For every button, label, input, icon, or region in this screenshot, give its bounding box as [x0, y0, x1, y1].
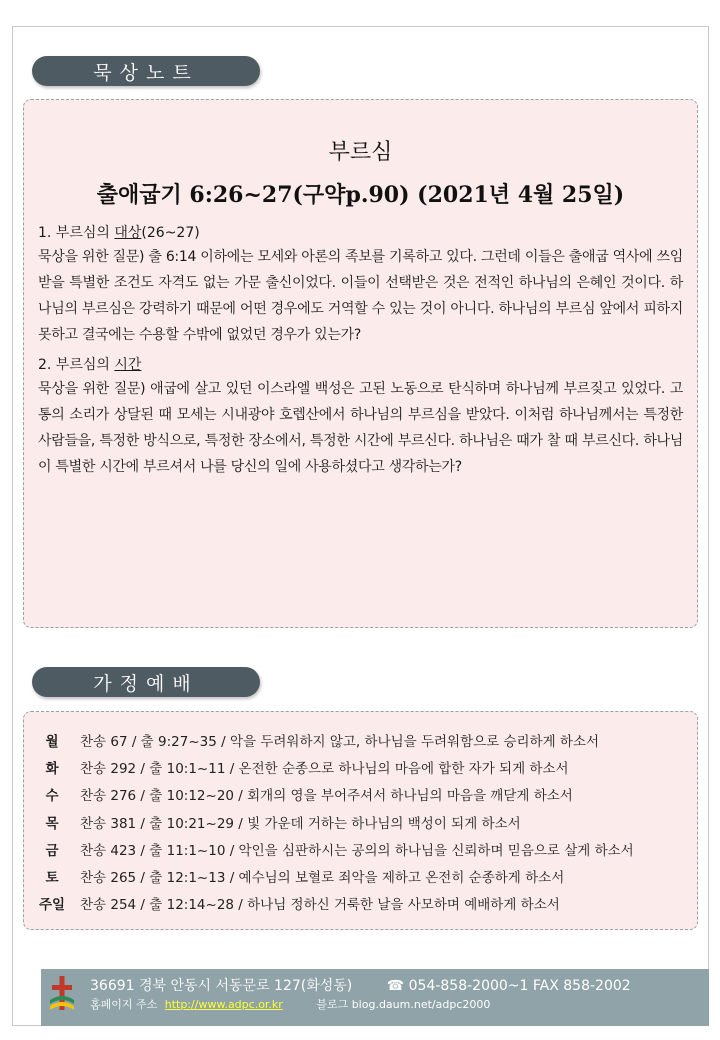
point-heading-keyword: 대상 — [114, 225, 142, 241]
worship-day: 월 — [45, 733, 59, 750]
point-body: 묵상을 위한 질문) 출 6:14 이하에는 모세와 아론의 족보를 기록하고 있다. 그런데 이들은 출애굽 역사에 쓰임 받을 특별한 조건도 자격도 없는 가문 출신이었다. 이들이 선택받은 것은 전적인 하나님의 은혜인 것이다. 하나님의 부르심은 강력하기 때문에 어떤 경우에도 거역할 수 있는 것이 아니다. 하나님의 부르심 앞에서 피하지 못하고 결국에는 수용할 수밖에 없었던 경우가 있는가? — [38, 249, 683, 343]
worship-text: 찬송 67 / 출 9:27~35 / 악을 두려워하지 않고, 하나님을 두려워함으로 승리하게 하소서 — [80, 733, 600, 750]
worship-day: 화 — [45, 760, 59, 777]
meditation-section-label: 묵상노트 — [32, 56, 260, 86]
worship-text: 찬송 292 / 출 10:1~11 / 온전한 순종으로 하나님의 마음에 합한 자가 되게 하소서 — [80, 760, 569, 777]
worship-day: 목 — [45, 815, 59, 832]
point-heading-prefix: 2. 부르심의 — [38, 357, 115, 373]
meditation-point-1 — [38, 222, 683, 348]
worship-day: 토 — [45, 870, 59, 887]
church-logo-icon — [46, 974, 78, 1014]
point-heading-keyword: 시간 — [114, 357, 142, 373]
footer-address-line — [90, 975, 631, 995]
point-heading — [38, 354, 683, 376]
footer-web-line — [90, 996, 490, 1012]
point-heading-suffix: (26~27) — [141, 225, 200, 241]
worship-row-wed — [34, 781, 697, 808]
worship-text: 찬송 265 / 출 12:1~13 / 예수님의 보혈로 죄악을 제하고 온전히 순종하게 하소서 — [80, 870, 565, 887]
worship-row-thu — [34, 808, 697, 835]
meditation-point-2 — [38, 354, 683, 480]
worship-row-sat — [34, 862, 697, 889]
point-heading-prefix: 1. 부르심의 — [38, 225, 115, 241]
worship-text: 찬송 254 / 출 12:14~28 / 하나님 정하신 거룩한 날을 사모하며 예배하게 하소서 — [80, 897, 560, 914]
worship-row-sun — [34, 890, 697, 917]
meditation-title: 부르심 — [328, 140, 393, 165]
worship-text: 찬송 423 / 출 11:1~10 / 악인을 심판하시는 공의의 하나님을 신뢰하며 믿음으로 살게 하소서 — [80, 842, 634, 859]
worship-day: 주일 — [38, 897, 66, 914]
meditation-reference: 출애굽기 6:26~27(구약p.90) (2021년 4월 25일) — [96, 182, 625, 208]
worship-text: 찬송 276 / 출 10:12~20 / 회개의 영을 부어주셔서 하나님의 마음을 깨닫게 하소서 — [80, 788, 573, 805]
worship-day: 수 — [45, 788, 59, 805]
worship-section-label: 가정예배 — [32, 667, 260, 697]
homepage-link[interactable]: http://www.adpc.or.kr — [164, 998, 283, 1011]
worship-box — [23, 711, 698, 930]
worship-row-tue — [34, 753, 697, 780]
meditation-box — [23, 99, 698, 628]
point-heading — [38, 222, 683, 244]
worship-text: 찬송 381 / 출 10:21~29 / 빛 가운데 거하는 하나님의 백성이 되게 하소서 — [80, 815, 521, 832]
footer-address: 36691 경북 안동시 서동문로 127(화성동) — [90, 978, 353, 994]
footer-phone: ☎ 054-858-2000~1 FAX 858-2002 — [386, 978, 631, 994]
worship-row-mon — [34, 726, 697, 753]
footer-homepage-label: 홈페이지 주소 — [90, 998, 158, 1011]
worship-day: 금 — [45, 842, 59, 859]
worship-row-fri — [34, 835, 697, 862]
point-body: 묵상을 위한 질문) 애굽에 살고 있던 이스라엘 백성은 고된 노동으로 탄식하며 하나님께 부르짖고 있었다. 고통의 소리가 상달된 때 모세는 시내광야 호렙산에서 하나님의 부르심을 받았다. 이처럼 하나님께서는 특정한 사람들을, 특정한 방식으로, 특정한 장소에서, 특정한 시간에 부르신다. 하나님은 때가 찰 때 부르신다. 하나님이 특별한 시간에 부르셔서 나를 당신의 일에 사용하셨다고 생각하는가? — [38, 381, 683, 475]
footer-blog: 블로그 blog.daum.net/adpc2000 — [316, 998, 491, 1011]
